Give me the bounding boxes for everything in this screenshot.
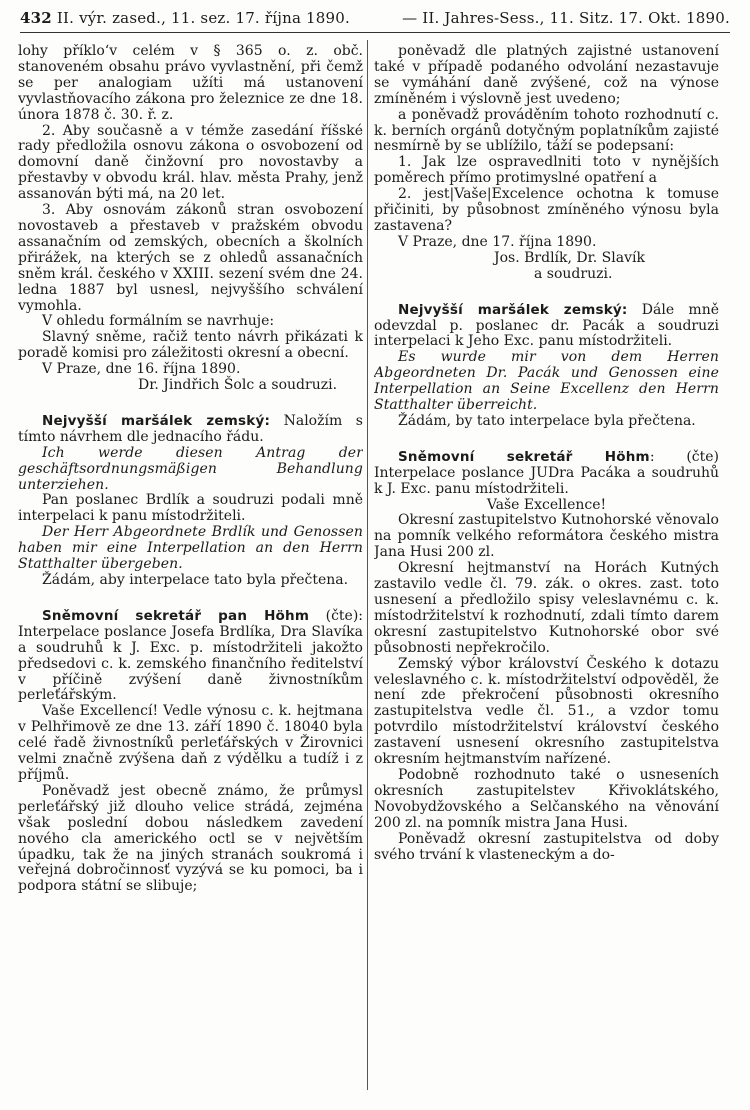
speech xyxy=(18,609,363,704)
speech xyxy=(18,414,363,446)
paragraph: Zemský výbor království Českého k dotazu veleslavného c. k. místodržitelství odpověděl, že není zde překročení působnosti okresního zastupitelstva vedle čl. 51., a vzdor tomu potvrdilo místodržitelství království českého zastavení usnesení okresního zastupitelstva okresním hejtmanstvím nařízené. xyxy=(374,655,719,768)
paragraph: Poněvadž jest obecně známo, že průmysl perleťářský již dlouho velice strádá, zejména však poslední dobou následkem zavedení nového cla amerického octl se v největším úpadku, tak že na jiných stranách soukromá i veřejná dobročinnosť vyzývá se ku pomoci, ba i podpora státní se slibuje; xyxy=(18,782,363,895)
date-line: V Praze, dne 16. října 1890. xyxy=(42,361,241,378)
header-right: — II. Jahres-Sess., 11. Sitz. 17. Okt. 1890. xyxy=(402,9,730,27)
salutation: Vaše Excellence! xyxy=(486,496,607,513)
list-item: 2. jest|Vaše|Excelence ochotna k tomuse přičiniti, by působnost zmíněného výnosu byla zastavena? xyxy=(374,186,719,234)
header-left xyxy=(20,9,350,27)
paragraph: a poněvadž prováděním tohoto rozhodnutí c. k. berních orgánů dotyčným poplatníkům zajisté nesmírně by se ublížilo, táží se podepsaní: xyxy=(374,106,719,155)
paragraph: Podobně rozhodnuto také o usneseních okresních zastupitelstev Křivoklátského, Novobydžovského a Selčanského na věnování 200 zl. na pomník mistra Jana Husi. xyxy=(374,766,719,831)
spacer xyxy=(18,589,363,609)
header-left-text: II. výr. zased., 11. sez. 17. října 1890. xyxy=(56,9,351,27)
paragraph: Žádám, by tato interpelace byla přečtena. xyxy=(398,412,696,429)
speaker-name: Sněmovní sekretář Höhm xyxy=(398,448,650,465)
spacer xyxy=(374,430,719,450)
running-header xyxy=(20,6,730,33)
spacer xyxy=(374,283,719,303)
signature: a soudruzi. xyxy=(534,265,613,282)
signature: Dr. Jindřich Šolc a soudruzi. xyxy=(138,377,338,394)
paragraph: lohy příkloʻv celém v § 365 o. z. obč. stanoveném obsahu právo vyvlastnění, při čemž se per analogiam užíti má ustanovení vyvlastňovacího zákona pro železnice ze dne 18. února 1878 č. 30. ř. z. xyxy=(18,44,363,123)
paragraph: V ohledu formálním se navrhuje: xyxy=(42,313,275,330)
column-divider xyxy=(367,40,368,1090)
speech xyxy=(374,450,719,498)
speech-text: : (čte) Interpelace poslance JUDra Pacáka a soudruhů k J. Exc. panu místodržiteli. xyxy=(374,448,719,497)
spacer xyxy=(18,394,363,414)
paragraph: Slavný sněme, račiž tento návrh přikázati k poradě komisi pro záležitosti okresní a obecní. xyxy=(18,329,363,362)
german-translation: Der Herr Abgeordnete Brdlík und Genossen haben mir eine Interpellation an den Herrn Statthalter übergeben. xyxy=(18,524,363,573)
paragraph: Pan poslanec Brdlík a soudruzi podali mně interpelaci k panu místodržiteli. xyxy=(18,492,363,525)
paragraph: poněvadž dle platných zajistné ustanovení také v případě podaného odvolání nezastavuje se vymáhání daně zvýšené, což na výnose zmíněném i výslovně jest uvedeno; xyxy=(374,44,719,107)
speech-text: Dále mně odevzdal p. poslanec dr. Pacák a soudruzi interpelaci k Jeho Exc. panu místodržiteli. xyxy=(374,301,719,350)
right-column xyxy=(374,44,719,1094)
paragraph: Vaše Excellencí! Vedle výnosu c. k. hejtmana v Pelhřimově ze dne 13. září 1890 č. 18040 byla celé řadě živnostníků perleťářských v Žirovnici velmi značně zvýšena daň z výdělku a tudíž i z příjmů. xyxy=(18,703,363,783)
list-item: 1. Jak lze ospravedlniti toto v nynějších poměrech přímo protimyslné opatření a xyxy=(374,154,719,187)
speaker-name: Sněmovní sekretář pan Höhm xyxy=(42,607,310,624)
paragraph: 2. Aby současně a v témže zasedání říšské rady předložila osnovu zákona o osvobození od domovní daně činžovní pro novostavby a přestavby v obvodu král. hlav. města Prahy, jenž assanován býti má, na 20 let. xyxy=(18,122,363,203)
paragraph: Okresní hejtmanství na Horách Kutných zastavilo vedle čl. 79. zák. o okres. zast. toto usnesení a předložilo spisy veleslavnému c. k. místodržitelství k rozhodnutí, zdali tímto darem okresní zastupitelstvo Kutnohorské obor své působnosti nepřekročilo. xyxy=(374,560,719,656)
paragraph: Žádám, aby interpelace tato byla přečtena. xyxy=(42,572,349,588)
left-column xyxy=(18,44,363,1094)
german-translation: Ich werde diesen Antrag der geschäftsordnungsmäßigen Behandlung unterziehen. xyxy=(18,444,363,493)
speech xyxy=(374,303,719,351)
page-number: 432 xyxy=(20,9,52,27)
speaker-name: Nejvyšší maršálek zemský: xyxy=(42,412,271,429)
paragraph: 3. Aby osnovám zákonů stran osvobození novostaveb a přestaveb v pražském obvodu assanačním od zemských, obecních a školních přirážek, na kterých se z ohledů assanačních sněm král. českého v XXIII. sezení svém dne 24. ledna 1887 byl usnesl, nejvyššího schválení vymohla. xyxy=(18,202,363,314)
speech-text: (čte): Interpelace poslance Josefa Brdlíka, Dra Slavíka a soudruhů k J. Exc. p. místodržiteli jakožto předsedovi c. k. zemského finančního ředitelství v příčině zvýšení daně živnostníkům perleťářským. xyxy=(18,607,363,704)
speech-text: Naložím s tímto návrhem dle jednacího řádu. xyxy=(18,412,363,445)
date-line: V Praze, dne 17. října 1890. xyxy=(398,233,597,250)
speaker-name: Nejvyšší maršálek zemský: xyxy=(398,301,628,318)
german-translation: Es wurde mir von dem Herren Abgeordneten Dr. Pacák und Genossen eine Interpellation an Seine Excellenz den Herrn Statthalter überreicht. xyxy=(374,349,719,414)
signature: Jos. Brdlík, Dr. Slavík xyxy=(494,249,645,266)
paragraph: Poněvadž okresní zastupitelstva od doby svého trvání k vlasteneckým a do- xyxy=(374,830,719,863)
paragraph: Okresní zastupitelstvo Kutnohorské věnovalo na pomník velkého reformátora českého mistra Jana Husi 200 zl. xyxy=(374,512,719,561)
